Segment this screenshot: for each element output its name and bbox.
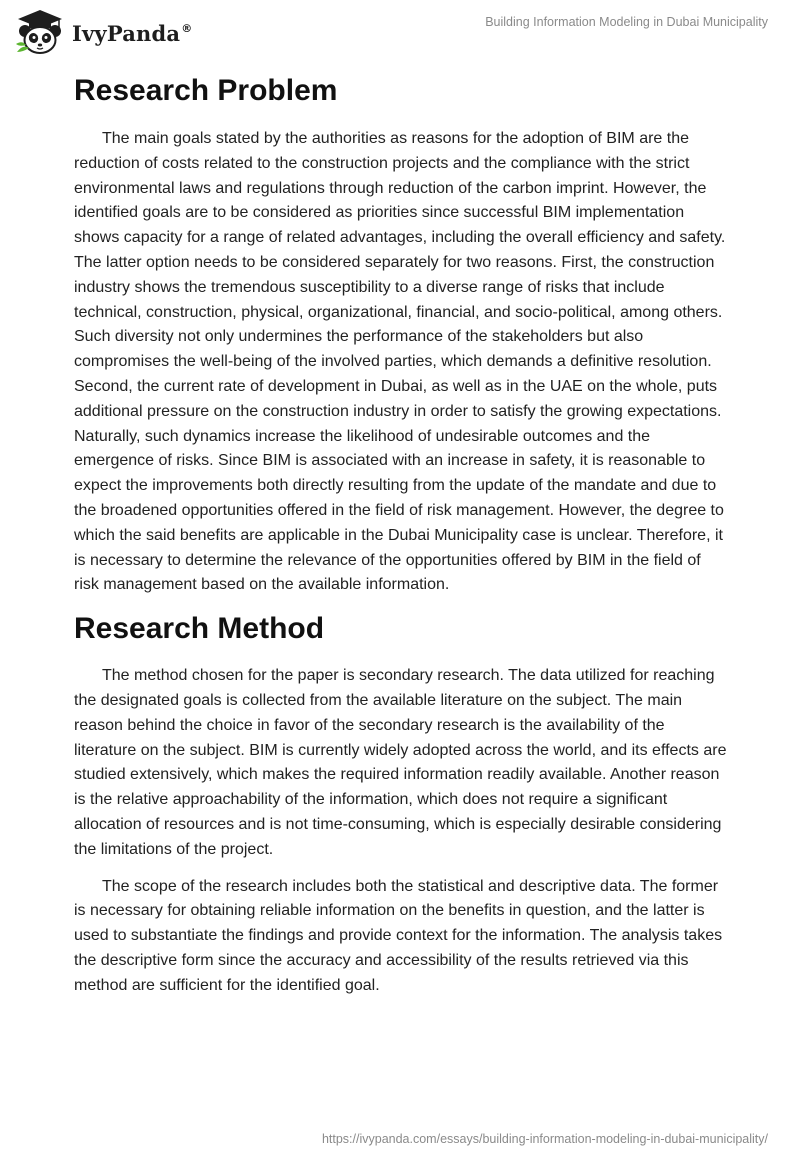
panda-graduate-icon (14, 8, 66, 56)
section-heading-research-problem: Research Problem (74, 74, 338, 107)
paragraph: The scope of the research includes both the statistical and descriptive data. The former is necessary for obtaining reliable information on the benefits in question, and the latter is used to substantiate the findings and provide context for the information. The analysis takes the descriptive form since the accuracy and accessibility of the results retrieved via this method are sufficient for the identified goal. (74, 877, 723, 994)
essay-body (74, 72, 730, 1011)
page-header (0, 0, 800, 60)
section-heading-research-method: Research Method (74, 612, 325, 646)
paragraph: The main goals stated by the authorities as reasons for the adoption of BIM are the reduction of costs related to the construction projects and the compliance with the strict environmental laws and regulations through reduction of the carbon imprint. However, the identified goals are to be considered as priorities since successful BIM implementation shows capacity for a range of related advantages, including the overall efficiency and safety. The latter option needs to be considered separately for two reasons. First, the construction industry shows the tremendous susceptibility to a diverse range of risks that include technical, construction, physical, organizational, financial, and socio-political, among others. Such diversity not only undermines the performance of the stakeholders but also compromises the well-being of the involved parties, which demands a definitive resolution. Second, the current rate of development in Dubai, as well as in the UAE on the whole, puts additional pressure on the construction industry in order to satisfy the growing expectations. Naturally, such dynamics increase the likelihood of undesirable outcomes and the emergence of risks. Since BIM is associated with an increase in safety, it is reasonable to expect the improvements both directly resulting from the update of the mandate and due to the broadened opportunities offered in the field of risk management. However, the degree to which the said benefits are applicable in the Dubai Municipality case is unclear. Therefore, it is necessary to determine the relevance of the opportunities offered by BIM in the field of risk management based on the available information. (74, 130, 726, 594)
paragraph: The method chosen for the paper is secondary research. The data utilized for reaching the designated goals is collected from the available literature on the subject. The main reason behind the choice in favor of the secondary research is the availability of the literature on the subject. BIM is currently widely adopted across the world, and its effects are studied extensively, which makes the required information readily available. Another reason is the relative approachability of the information, which does not require a significant allocation of resources and is not time-consuming, which is especially desirable considering the limitations of the project. (74, 667, 727, 858)
document-title: Building Information Modeling in Dubai Municipality (485, 15, 768, 29)
ivypanda-logo[interactable] (14, 8, 192, 56)
logo-wordmark: IvyPanda® (72, 20, 193, 46)
source-url-link[interactable]: https://ivypanda.com/essays/building-information-modeling-in-dubai-municipality/ (321, 1132, 768, 1146)
